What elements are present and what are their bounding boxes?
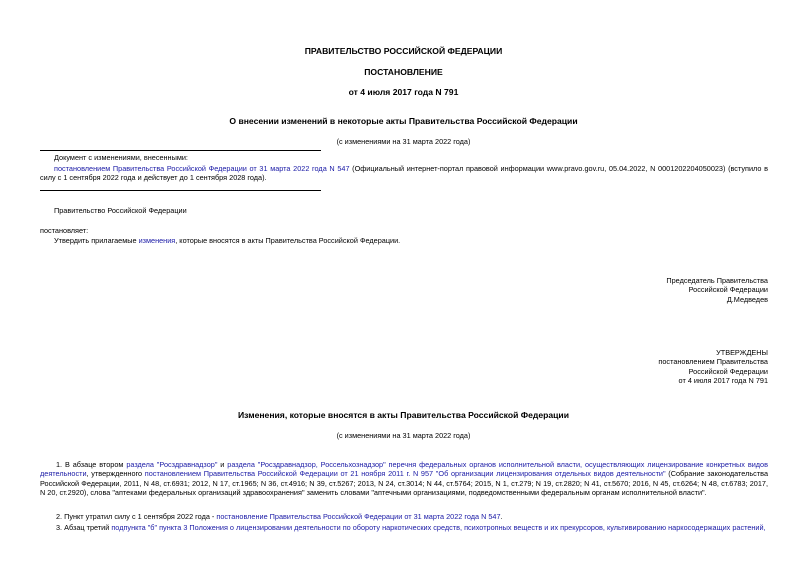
item-3	[40, 523, 768, 532]
document-title: О внесении изменений в некоторые акты Правительства Российской Федерации	[229, 116, 578, 126]
document-type: ПОСТАНОВЛЕНИЕ	[364, 67, 443, 77]
signature-country: Российской Федерации	[688, 285, 768, 295]
signature-name: Д.Медведев	[726, 294, 768, 304]
approve-line	[54, 236, 400, 245]
changes-top-divider	[40, 150, 321, 151]
signature-block	[500, 276, 768, 304]
changes-intro: Документ с изменениями, внесенными:	[54, 153, 188, 162]
changes-link-547[interactable]: постановлением Правительства Российской Федерации от 31 марта 2022 года N 547	[54, 164, 350, 173]
decrees-line: постановляет:	[40, 226, 89, 235]
approved-date: от 4 июля 2017 года N 791	[678, 376, 768, 386]
approve-text-after: , которые вносятся в акты Правительства Российской Федерации.	[175, 236, 401, 245]
government-line: Правительство Российской Федерации	[54, 206, 187, 215]
changes-rest: (Официальный интернет-портал правовой информации www.pravo.gov.ru, 05.04.2022, N 0001202204050023) (вступило в силу с 1 сентября 2022 года и действует до 1 сентября 2028 года).	[40, 164, 768, 183]
document-date-number: от 4 июля 2017 года N 791	[348, 87, 459, 97]
approved-by: постановлением Правительства	[658, 357, 768, 367]
annex-revision: (с изменениями на 31 марта 2022 года)	[336, 431, 471, 440]
signature-position: Председатель Правительства	[666, 276, 768, 285]
item-1-text-c: , утвержденного	[86, 469, 145, 479]
approve-text-before: Утвердить прилагаемые	[54, 236, 139, 245]
document-revision: (с изменениями на 31 марта 2022 года)	[336, 137, 471, 146]
document-org: ПРАВИТЕЛЬСТВО РОССИЙСКОЙ ФЕДЕРАЦИИ	[304, 46, 503, 56]
item-1-link-list[interactable]: раздела "Росздравнадзор, Россельхознадзор" перечня федеральных органов исполнительной власти, осуществляющих лицензирование конкретных видов деятельности	[40, 460, 768, 479]
item-1-text-d: (Собрание законодательства Российской Федерации, 2011, N 48, ст.6931; 2012, N 17, ст.1965; N 36, ст.4916; N 39, ст.5267; 2013, N 24, ст.3014; N 44, ст.5764; 2015, N 1, ст.279; N 19, ст.2820; N 41, ст.5670; 2016, N 45, ст.6264; N 48, ст.6783; 2017, N 20, ст.2920), слова "аптеками федеральных организаций здравоохранения" заменить словами "аптечными организациями, подведомственными федеральным органам исполнительной власти".	[40, 469, 769, 498]
item-1-link-roszdravnadzor[interactable]: раздела "Росздравнадзор"	[126, 460, 218, 469]
item-1	[40, 460, 768, 498]
approved-heading: УТВЕРЖДЕНЫ	[716, 348, 768, 357]
item-2-text-b: .	[500, 512, 503, 521]
approve-link-changes[interactable]: изменения	[138, 236, 176, 245]
item-1-text-a: 1. В абзаце втором	[56, 460, 127, 469]
annex-title: Изменения, которые вносятся в акты Правительства Российской Федерации	[237, 410, 569, 420]
changes-bottom-divider	[40, 190, 321, 191]
approved-country: Российской Федерации	[688, 366, 768, 376]
changes-details	[40, 164, 768, 183]
approved-block	[500, 348, 768, 386]
item-1-link-957[interactable]: постановлением Правительства Российской Федерации от 21 ноября 2011 г. N 957 "Об организации лицензирования отдельных видов деятельности"	[144, 469, 666, 479]
item-3-text-a: 3. Абзац третий	[56, 523, 112, 532]
item-2-text-a: 2. Пункт утратил силу с 1 сентября 2022 года -	[56, 512, 217, 521]
item-2	[40, 512, 768, 521]
item-1-text-b: и	[217, 460, 228, 469]
item-2-link-547[interactable]: постановление Правительства Российской Федерации от 31 марта 2022 года N 547	[216, 512, 501, 521]
item-3-link-regulation[interactable]: подпункта "б" пункта 3 Положения о лицензировании деятельности по обороту наркотических средств, психотропных веществ и их прекурсоров, культивированию наркосодержащих растений,	[111, 523, 766, 532]
